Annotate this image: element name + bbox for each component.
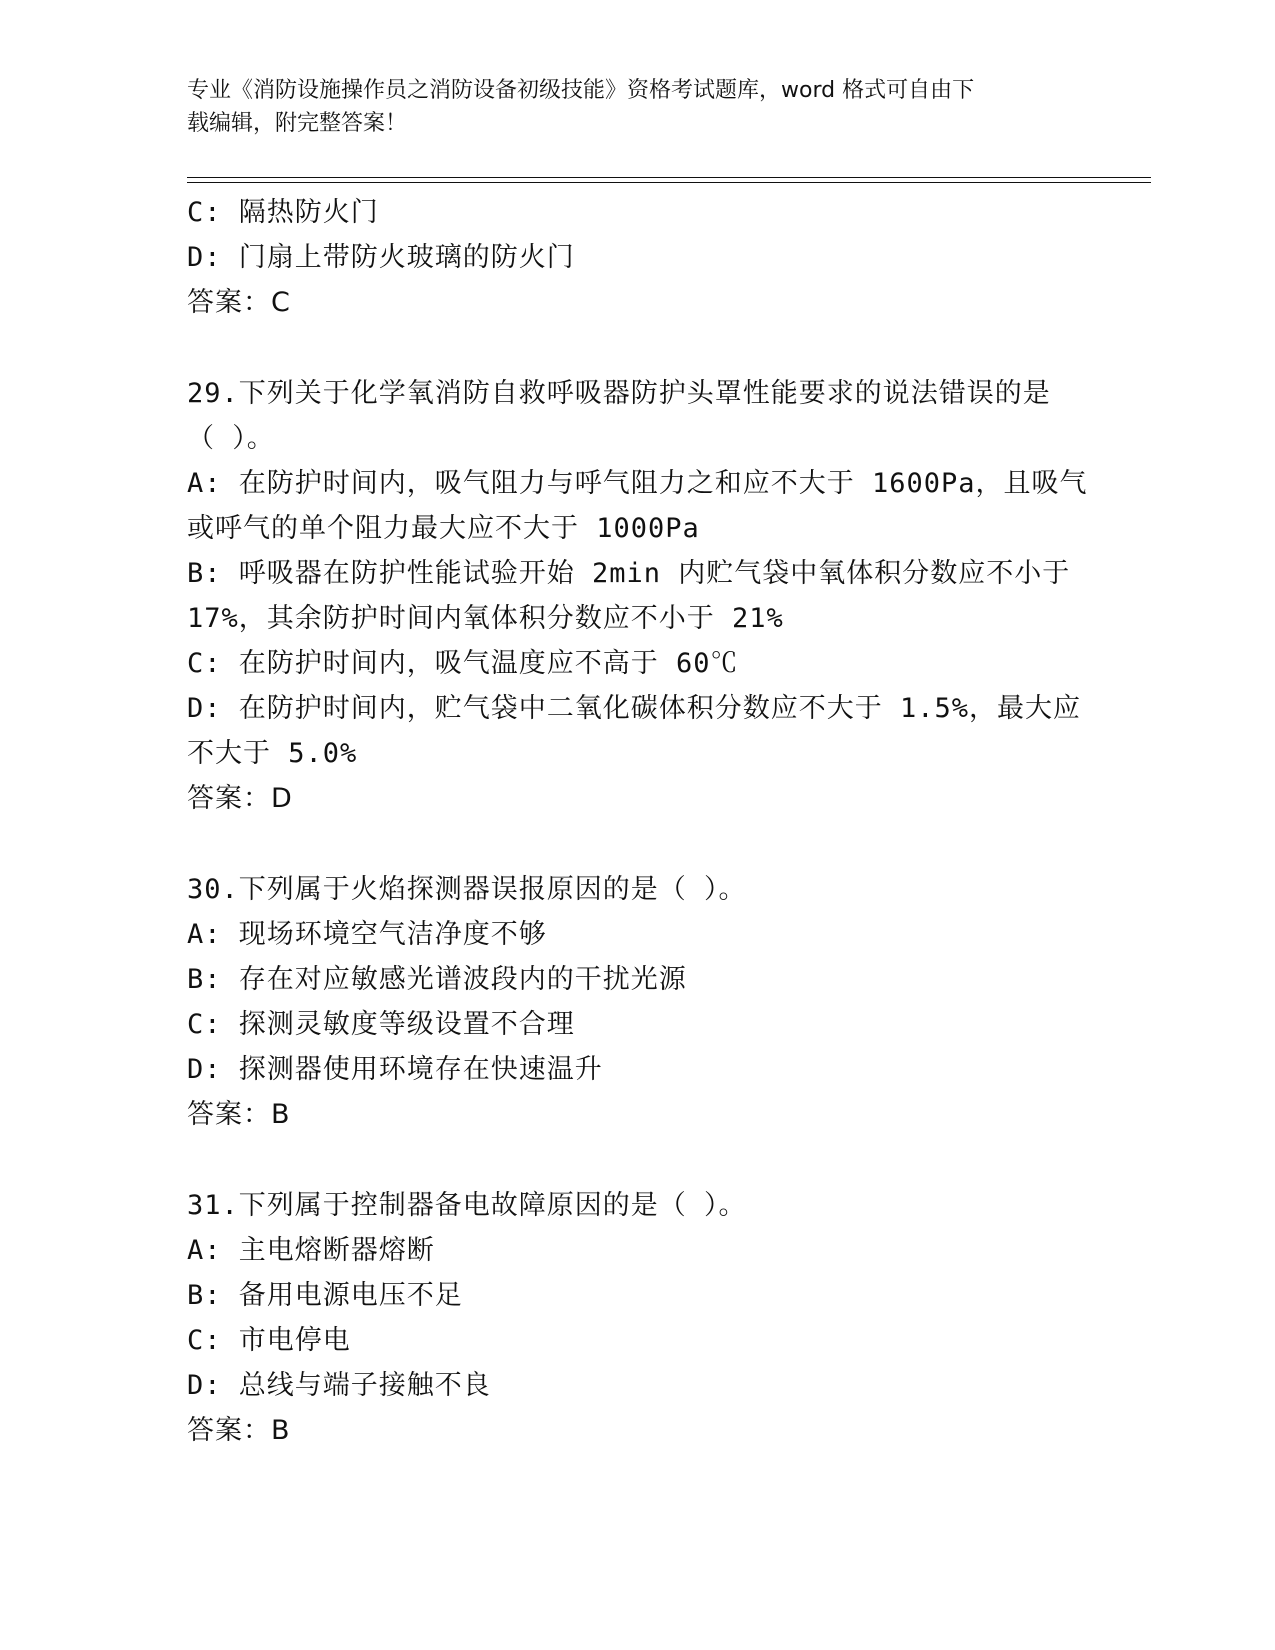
question-31 xyxy=(187,1183,1087,1453)
option-a-continued: 或呼气的单个阻力最大应不大于 1000Pa xyxy=(187,513,700,544)
question-content xyxy=(187,190,1087,1453)
option-c: C: 市电停电 xyxy=(187,1325,351,1356)
option-b: B: 存在对应敏感光谱波段内的干扰光源 xyxy=(187,964,687,995)
option-d: D: 探测器使用环境存在快速温升 xyxy=(187,1054,603,1085)
answer-line: 答案：D xyxy=(187,783,293,814)
question-stem: 29.下列关于化学氧消防自救呼吸器防护头罩性能要求的说法错误的是 xyxy=(187,378,1051,409)
option-a: A: 主电熔断器熔断 xyxy=(187,1235,435,1266)
header-divider-bottom xyxy=(187,182,1151,183)
spacer xyxy=(187,325,1087,371)
option-b-continued: 17%，其余防护时间内氧体积分数应不小于 21% xyxy=(187,603,784,634)
header-line-2: 载编辑，附完整答案！ xyxy=(187,111,408,136)
spacer xyxy=(187,821,1087,867)
option-d: D: 总线与端子接触不良 xyxy=(187,1370,491,1401)
spacer xyxy=(187,1137,1087,1183)
document-header xyxy=(187,74,1087,140)
option-b: B: 呼吸器在防护性能试验开始 2min 内贮气袋中氧体积分数应不小于 xyxy=(187,558,1071,589)
question-stem: 31.下列属于控制器备电故障原因的是（ ）。 xyxy=(187,1190,747,1221)
option-d: D: 门扇上带防火玻璃的防火门 xyxy=(187,242,575,273)
option-d: D: 在防护时间内，贮气袋中二氧化碳体积分数应不大于 1.5%，最大应 xyxy=(187,693,1082,724)
question-29 xyxy=(187,371,1087,821)
header-divider-top xyxy=(187,177,1151,178)
previous-question-tail xyxy=(187,190,1087,325)
question-30 xyxy=(187,867,1087,1137)
question-stem: （ ）。 xyxy=(187,423,275,454)
answer-line: 答案：C xyxy=(187,287,291,318)
answer-line: 答案：B xyxy=(187,1099,291,1130)
header-line-1: 专业《消防设施操作员之消防设备初级技能》资格考试题库，word 格式可自由下 xyxy=(187,78,975,103)
option-c: C: 探测灵敏度等级设置不合理 xyxy=(187,1009,575,1040)
question-stem: 30.下列属于火焰探测器误报原因的是（ ）。 xyxy=(187,874,747,905)
option-b: B: 备用电源电压不足 xyxy=(187,1280,463,1311)
option-d-continued: 不大于 5.0% xyxy=(187,738,358,769)
option-c: C: 在防护时间内，吸气温度应不高于 60℃ xyxy=(187,648,739,679)
option-c: C: 隔热防火门 xyxy=(187,197,379,228)
answer-line: 答案：B xyxy=(187,1415,291,1446)
option-a: A: 在防护时间内，吸气阻力与呼气阻力之和应不大于 1600Pa，且吸气 xyxy=(187,468,1088,499)
option-a: A: 现场环境空气洁净度不够 xyxy=(187,919,547,950)
